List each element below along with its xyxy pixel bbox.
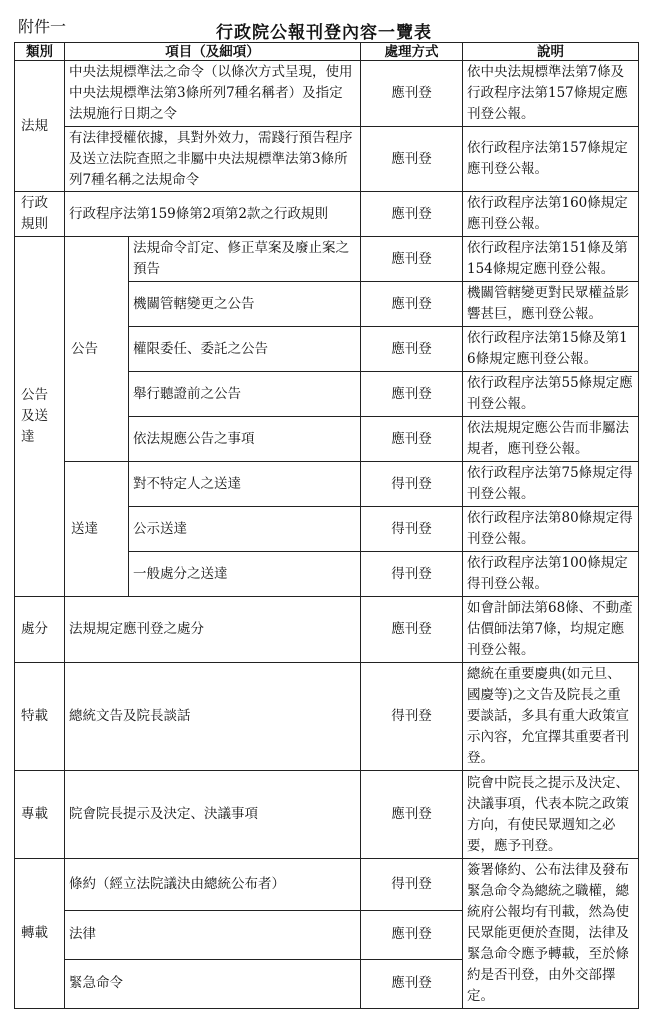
item-cell: 緊急命令 — [65, 959, 361, 1008]
header-method: 處理方式 — [361, 43, 463, 61]
item-cell: 依法規應公告之事項 — [129, 417, 361, 462]
table-row — [15, 859, 639, 911]
description-cell: 簽署條約、公布法律及發布緊急命令為總統之職權，總統府公報均有刊載，然為使民眾能更便於查閱，法律及緊急命令應予轉載，至於條約是否刊登，由外交部擇定。 — [463, 859, 639, 1009]
description-cell: 依行政程序法第160條規定應刊登公報。 — [463, 192, 639, 237]
table-row — [15, 61, 639, 127]
annex-label: 附件一 — [18, 17, 67, 36]
category-cell: 公告及送達 — [15, 237, 65, 597]
item-cell: 法律 — [65, 910, 361, 959]
description-cell: 依行政程序法第157條規定應刊登公報。 — [463, 127, 639, 192]
method-cell: 應刊登 — [361, 192, 463, 237]
item-cell: 舉行聽證前之公告 — [129, 372, 361, 417]
method-cell: 應刊登 — [361, 61, 463, 127]
method-cell: 得刊登 — [361, 507, 463, 552]
description-cell: 依行政程序法第100條規定得刊登公報。 — [463, 552, 639, 597]
description-cell: 院會中院長之提示及決定、決議事項，代表本院之政策方向，有使民眾週知之必要，應予刊登。 — [463, 771, 639, 859]
header-description: 說明 — [463, 43, 639, 61]
table-row — [15, 771, 639, 859]
item-cell: 對不特定人之送達 — [129, 462, 361, 507]
header-row — [15, 43, 639, 61]
method-cell: 應刊登 — [361, 771, 463, 859]
method-cell: 應刊登 — [361, 597, 463, 663]
category-cell: 專載 — [15, 771, 65, 859]
table-row — [15, 127, 639, 192]
method-cell: 應刊登 — [361, 417, 463, 462]
method-cell: 得刊登 — [361, 859, 463, 911]
item-cell: 行政程序法第159條第2項第2款之行政規則 — [65, 192, 361, 237]
item-cell: 中央法規標準法之命令（以條次方式呈現，使用中央法規標準法第3條所列7種名稱者）及指定法規施行日期之令 — [65, 61, 361, 127]
description-cell: 依中央法規標準法第7條及行政程序法第157條規定應刊登公報。 — [463, 61, 639, 127]
method-cell: 應刊登 — [361, 327, 463, 372]
method-cell: 應刊登 — [361, 959, 463, 1008]
method-cell: 應刊登 — [361, 127, 463, 192]
method-cell: 得刊登 — [361, 552, 463, 597]
header-category: 類別 — [15, 43, 65, 61]
item-cell: 有法律授權依據，具對外效力，需踐行預告程序及送立法院查照之非屬中央法規標準法第3條所列7種名稱之法規命令 — [65, 127, 361, 192]
description-cell: 依行政程序法第80條規定得刊登公報。 — [463, 507, 639, 552]
item-cell: 法規規定應刊登之處分 — [65, 597, 361, 663]
item-cell: 總統文告及院長談話 — [65, 663, 361, 771]
table-row — [15, 597, 639, 663]
method-cell: 應刊登 — [361, 910, 463, 959]
table-row — [15, 237, 639, 282]
method-cell: 應刊登 — [361, 237, 463, 282]
item-cell: 一般處分之送達 — [129, 552, 361, 597]
table-row — [15, 462, 639, 507]
description-cell: 依法規規定應公告而非屬法規者，應刊登公報。 — [463, 417, 639, 462]
description-cell: 如會計師法第68條、不動產估價師法第7條，均規定應刊登公報。 — [463, 597, 639, 663]
description-cell: 機關管轄變更對民眾權益影響甚巨，應刊登公報。 — [463, 282, 639, 327]
item-cell: 機關管轄變更之公告 — [129, 282, 361, 327]
subcategory-cell: 公告 — [65, 237, 129, 462]
header-item: 項目（及細項） — [65, 43, 361, 61]
item-cell: 院會院長提示及決定、決議事項 — [65, 771, 361, 859]
method-cell: 得刊登 — [361, 663, 463, 771]
table-row — [15, 663, 639, 771]
method-cell: 應刊登 — [361, 282, 463, 327]
item-cell: 條約（經立法院議決由總統公布者） — [65, 859, 361, 911]
publication-table — [14, 42, 639, 1009]
description-cell: 依行政程序法第15條及第16條規定應刊登公報。 — [463, 327, 639, 372]
subcategory-cell: 送達 — [65, 462, 129, 597]
item-cell: 法規命令訂定、修正草案及廢止案之預告 — [129, 237, 361, 282]
description-cell: 依行政程序法第75條規定得刊登公報。 — [463, 462, 639, 507]
table-row — [15, 192, 639, 237]
method-cell: 得刊登 — [361, 462, 463, 507]
description-cell: 總統在重要慶典(如元旦、國慶等)之文告及院長之重要談話，多具有重大政策宣示內容，允宜擇其重要者刊登。 — [463, 663, 639, 771]
category-cell: 轉載 — [15, 859, 65, 1009]
category-cell: 處分 — [15, 597, 65, 663]
page-title: 行政院公報刊登內容一覽表 — [216, 23, 432, 43]
item-cell: 公示送達 — [129, 507, 361, 552]
item-cell: 權限委任、委託之公告 — [129, 327, 361, 372]
category-cell: 法規 — [15, 61, 65, 192]
category-cell: 特載 — [15, 663, 65, 771]
description-cell: 依行政程序法第55條規定應刊登公報。 — [463, 372, 639, 417]
description-cell: 依行政程序法第151條及第154條規定應刊登公報。 — [463, 237, 639, 282]
method-cell: 應刊登 — [361, 372, 463, 417]
category-cell: 行政規則 — [15, 192, 65, 237]
